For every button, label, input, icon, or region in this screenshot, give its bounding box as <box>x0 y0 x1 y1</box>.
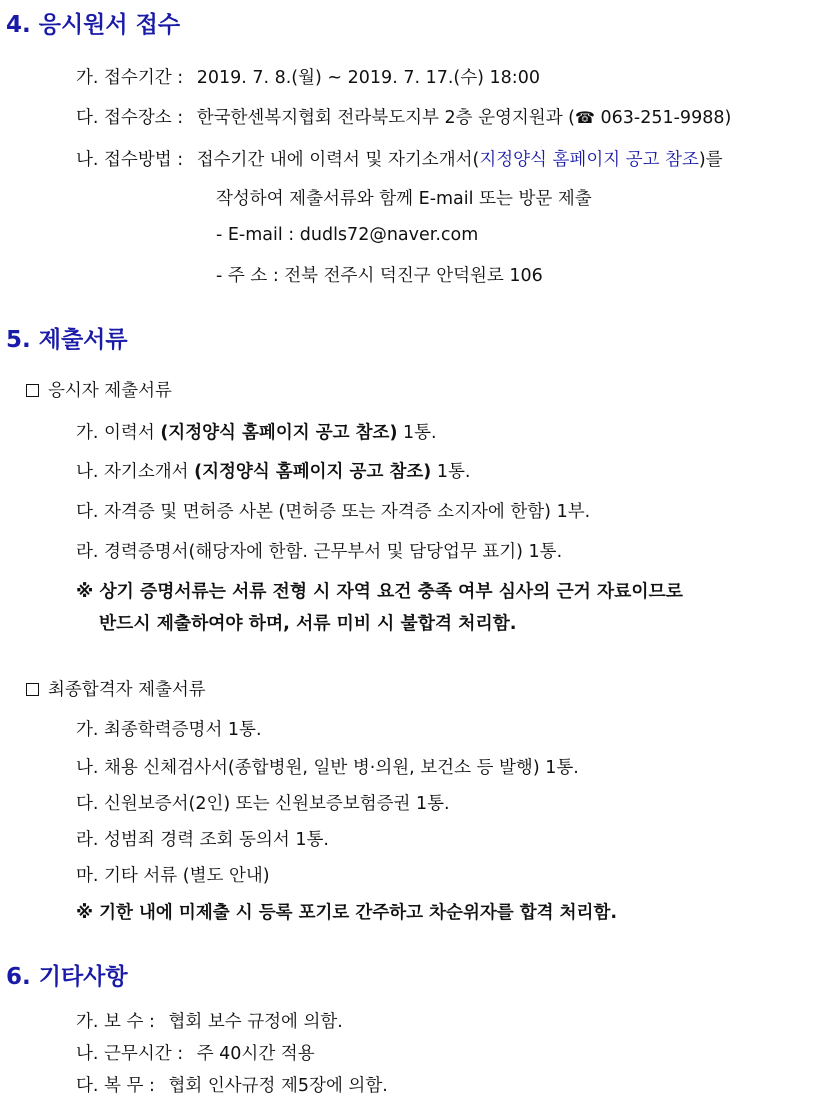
section-4-title: 4. 응시원서 접수 <box>6 12 181 38</box>
reception-method-line2: 작성하여 제출서류와 함께 E-mail 또는 방문 제출 <box>216 189 592 209</box>
reception-method-post: )를 <box>698 150 723 170</box>
applicant-item-3: 다. 자격증 및 면허증 사본 (면허증 또는 자격증 소지자에 한함) 1부. <box>76 502 591 522</box>
finalist-item-4: 라. 성범죄 경력 조회 동의서 1통. <box>76 830 329 850</box>
applicant-item-2-bold: (지정양식 홈페이지 공고 참조) <box>194 462 432 482</box>
finalist-item-5: 마. 기타 서류 (별도 안내) <box>76 866 270 886</box>
welfare-label: 다. 복 무 : <box>76 1076 155 1096</box>
reception-method <box>76 146 723 171</box>
reception-method-highlight: 지정양식 홈페이지 공고 참조 <box>479 150 699 170</box>
reception-period-label: 가. 접수기간 : <box>76 68 184 88</box>
finalist-item-2: 나. 채용 신체검사서(종합병원, 일반 병·의원, 보건소 등 발행) 1통. <box>76 758 579 778</box>
applicant-item-2-text: 나. 자기소개서 <box>76 462 195 482</box>
applicant-note-line-2: 반드시 제출하여야 하며, 서류 미비 시 불합격 처리함. <box>99 613 517 634</box>
reception-method-value: 접수기간 내에 이력서 및 자기소개서( <box>196 150 480 170</box>
email-line: - E-mail : dudls72@naver.com <box>216 225 479 245</box>
section-6-title: 6. 기타사항 <box>6 964 128 990</box>
applicant-item-1-post: 1통. <box>397 423 437 443</box>
finalist-item-3: 다. 신원보증서(2인) 또는 신원보증보험증권 1통. <box>76 794 450 814</box>
applicant-docs-header-label: 응시자 제출서류 <box>48 381 172 401</box>
applicant-item-2-post: 1통. <box>431 462 471 482</box>
applicant-docs-header <box>26 377 172 402</box>
reception-period <box>76 64 540 89</box>
reception-place-label: 다. 접수장소 : <box>76 108 184 128</box>
telephone-icon: ☎ <box>575 108 595 127</box>
pay-label: 가. 보 수 : <box>76 1012 155 1032</box>
pay-row <box>76 1008 343 1033</box>
reception-place-value: 한국한센복지협회 전라북도지부 2층 운영지원과 ( <box>196 108 575 128</box>
applicant-item-2 <box>76 458 470 483</box>
applicant-item-1-bold: (지정양식 홈페이지 공고 참조) <box>160 423 398 443</box>
pay-value: 협회 보수 규정에 의함. <box>168 1012 343 1032</box>
hours-label: 나. 근무시간 : <box>76 1044 184 1064</box>
reception-phone: 063-251-9988) <box>594 108 732 128</box>
hours-value: 주 40시간 적용 <box>196 1044 315 1064</box>
reception-place <box>76 104 731 129</box>
applicant-item-1 <box>76 419 437 444</box>
applicant-item-4: 라. 경력증명서(해당자에 한함. 근무부서 및 담당업무 표기) 1통. <box>76 542 563 562</box>
checkbox-square-icon <box>26 683 39 696</box>
applicant-item-1-text: 가. 이력서 <box>76 423 161 443</box>
hours-row <box>76 1040 315 1065</box>
reception-period-value: 2019. 7. 8.(월) ~ 2019. 7. 17.(수) 18:00 <box>196 68 540 88</box>
finalist-note: ※ 기한 내에 미제출 시 등록 포기로 간주하고 차순위자를 합격 처리함. <box>76 903 618 923</box>
welfare-value: 협회 인사규정 제5장에 의함. <box>168 1076 388 1096</box>
checkbox-square-icon <box>26 384 39 397</box>
applicant-note-line-1: ※ 상기 증명서류는 서류 전형 시 자역 요건 충족 여부 심사의 근거 자료이므로 <box>76 581 683 602</box>
finalist-docs-header-label: 최종합격자 제출서류 <box>48 680 206 700</box>
finalist-item-1: 가. 최종학력증명서 1통. <box>76 720 262 740</box>
reception-method-label: 나. 접수방법 : <box>76 150 184 170</box>
address-line: - 주 소 : 전북 전주시 덕진구 안덕원로 106 <box>216 266 543 286</box>
finalist-docs-header <box>26 676 206 701</box>
section-5-title: 5. 제출서류 <box>6 327 128 353</box>
welfare-row <box>76 1072 388 1097</box>
